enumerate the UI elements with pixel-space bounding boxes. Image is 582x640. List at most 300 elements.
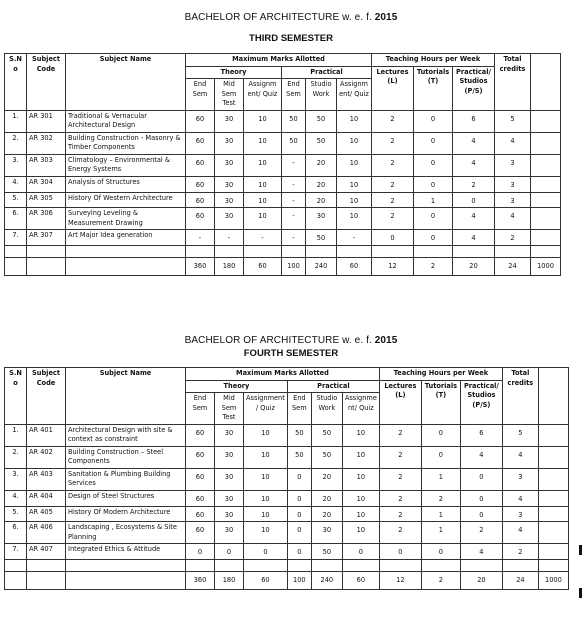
theory-mid-sem-cell: 30 (215, 154, 244, 176)
lectures-cell: 2 (379, 522, 421, 544)
theory-header: Theory (186, 380, 288, 393)
blank-cell (531, 208, 561, 230)
practical-studio-cell: 50 (311, 446, 342, 468)
theory-mid-sem-cell: 30 (215, 208, 244, 230)
subject-code-cell: AR 304 (27, 177, 66, 193)
practical-end-sem-cell: 0 (287, 506, 311, 522)
practical-studios-cell: 4 (453, 132, 495, 154)
theory-end-sem-header: End Sem (186, 393, 215, 425)
subject-code-cell: AR 401 (27, 424, 66, 446)
practical-assignment-cell: 10 (337, 154, 372, 176)
lectures-cell: 2 (379, 446, 421, 468)
theory-mid-sem-cell: 30 (215, 506, 244, 522)
spacer-cell (502, 559, 538, 572)
total-practical-studios-cell: 20 (460, 572, 502, 590)
practical-studios-cell: 2 (453, 177, 495, 193)
practical-end-sem-cell: 50 (282, 132, 306, 154)
sno-cell: 6. (5, 522, 27, 544)
spacer-cell (215, 245, 244, 258)
practical-end-sem-cell: 0 (287, 468, 311, 490)
subject-name-cell: Building Construction – Steel Components (66, 446, 186, 468)
credits-cell: 3 (495, 154, 531, 176)
practical-end-sem-cell: - (282, 230, 306, 246)
theory-assignment-cell: 10 (244, 110, 282, 132)
practical-studios-cell: 0 (453, 192, 495, 208)
spacer-cell (460, 559, 502, 572)
subject-name-cell: Climatology – Environmental & Energy Systems (66, 154, 186, 176)
theory-end-sem-cell: 60 (186, 177, 215, 193)
subject-name-cell: Traditional & Vernacular Architectural Design (66, 110, 186, 132)
subject-code-cell: AR 303 (27, 154, 66, 176)
total-credits-cell: 24 (495, 258, 531, 276)
spacer-cell (66, 559, 186, 572)
table-row (5, 544, 569, 560)
theory-mid-sem-cell: 30 (215, 468, 244, 490)
practical-end-sem-cell: 50 (287, 446, 311, 468)
practical-assignment-cell: 0 (342, 544, 379, 560)
credits-cell: 4 (495, 132, 531, 154)
subject-code-cell: AR 403 (27, 468, 66, 490)
theory-header: Theory (186, 66, 282, 79)
practical-studios-cell: 6 (460, 424, 502, 446)
practical-assignment-cell: 10 (337, 110, 372, 132)
sno-cell: 2. (5, 446, 27, 468)
sno-header: S.N o (5, 54, 27, 111)
table-row (5, 154, 561, 176)
lectures-cell: 2 (372, 177, 414, 193)
table-row (5, 192, 561, 208)
blank-cell (538, 468, 568, 490)
credits-cell: 4 (502, 522, 538, 544)
practical-end-sem-cell: - (282, 208, 306, 230)
table-row (5, 491, 569, 507)
tutorials-cell: 0 (421, 424, 460, 446)
subject-code-cell: AR 407 (27, 544, 66, 560)
lectures-header: Lectures (L) (379, 380, 421, 424)
lectures-cell: 0 (372, 230, 414, 246)
practical-studios-header: Practical/ Studios (P/S) (460, 380, 502, 424)
totals-blank-cell (66, 572, 186, 590)
total-practical-end-sem-cell: 100 (282, 258, 306, 276)
theory-end-sem-cell: 60 (186, 424, 215, 446)
sno-cell: 5. (5, 192, 27, 208)
subject-code-header: Subject Code (27, 368, 66, 425)
lectures-cell: 2 (379, 491, 421, 507)
spacer-cell (453, 245, 495, 258)
subject-code-header: Subject Code (27, 54, 66, 111)
theory-end-sem-cell: 60 (186, 491, 215, 507)
total-theory-assignment-cell: 60 (244, 572, 288, 590)
spacer-cell (282, 245, 306, 258)
theory-end-sem-cell: 60 (186, 132, 215, 154)
theory-mid-sem-cell: - (215, 230, 244, 246)
total-theory-mid-sem-cell: 180 (215, 258, 244, 276)
theory-assignment-cell: 10 (244, 522, 288, 544)
tutorials-cell: 1 (414, 192, 453, 208)
lectures-cell: 2 (372, 208, 414, 230)
total-theory-mid-sem-cell: 180 (215, 572, 244, 590)
practical-end-sem-cell: 50 (287, 424, 311, 446)
theory-assignment-header: Assignm ent/ Quiz (244, 79, 282, 111)
theory-assignment-cell: - (244, 230, 282, 246)
total-theory-end-sem-cell: 360 (186, 572, 215, 590)
credits-cell: 4 (502, 446, 538, 468)
practical-assignment-cell: 10 (342, 424, 379, 446)
table-row (5, 446, 569, 468)
program-year: 2015 (374, 335, 398, 346)
spacer-cell (27, 559, 66, 572)
spacer-cell (337, 245, 372, 258)
theory-mid-sem-cell: 30 (215, 446, 244, 468)
spacer-cell (311, 559, 342, 572)
practical-studio-cell: 30 (306, 208, 337, 230)
subject-name-cell: Architectural Design with site & context as constraint (66, 424, 186, 446)
theory-assignment-cell: 0 (244, 544, 288, 560)
subject-code-cell: AR 307 (27, 230, 66, 246)
blank-header (538, 368, 568, 425)
total-credits-header: Total credits (502, 368, 538, 425)
lectures-header: Lectures (L) (372, 66, 414, 110)
tutorials-cell: 0 (421, 544, 460, 560)
teaching-hours-header: Teaching Hours per Week (372, 54, 495, 67)
lectures-cell: 2 (372, 110, 414, 132)
blank-header (531, 54, 561, 111)
spacer-cell (244, 559, 288, 572)
practical-assignment-cell: 10 (342, 491, 379, 507)
credits-cell: 5 (502, 424, 538, 446)
credits-cell: 2 (495, 230, 531, 246)
credits-cell: 3 (502, 468, 538, 490)
practical-assignment-cell: 10 (337, 208, 372, 230)
spacer-cell (495, 245, 531, 258)
practical-studio-cell: 20 (306, 192, 337, 208)
sno-cell: 1. (5, 110, 27, 132)
spacer-cell (306, 245, 337, 258)
theory-end-sem-cell: - (186, 230, 215, 246)
practical-end-sem-cell: 0 (287, 544, 311, 560)
blank-cell (538, 522, 568, 544)
subject-code-cell: AR 302 (27, 132, 66, 154)
blank-cell (531, 110, 561, 132)
sno-cell: 5. (5, 506, 27, 522)
theory-assignment-cell: 10 (244, 154, 282, 176)
practical-studios-cell: 0 (460, 506, 502, 522)
total-practical-end-sem-cell: 100 (287, 572, 311, 590)
practical-assignment-cell: 10 (342, 506, 379, 522)
credits-cell: 3 (495, 177, 531, 193)
theory-mid-sem-cell: 30 (215, 491, 244, 507)
total-marks-cell: 1000 (538, 572, 568, 590)
theory-end-sem-cell: 60 (186, 154, 215, 176)
theory-mid-sem-cell: 30 (215, 522, 244, 544)
third-semester-title: THIRD SEMESTER (249, 33, 333, 44)
blank-cell (531, 132, 561, 154)
sno-cell: 7. (5, 544, 27, 560)
tutorials-cell: 1 (421, 522, 460, 544)
practical-assignment-header: Assignm ent/ Quiz (337, 79, 372, 111)
total-lectures-cell: 12 (379, 572, 421, 590)
blank-cell (538, 424, 568, 446)
total-practical-assignment-cell: 60 (337, 258, 372, 276)
subject-code-cell: AR 402 (27, 446, 66, 468)
subject-name-cell: History Of Western Architecture (66, 192, 186, 208)
total-practical-assignment-cell: 60 (342, 572, 379, 590)
spacer-cell (414, 245, 453, 258)
sno-cell: 6. (5, 208, 27, 230)
totals-blank-cell (27, 572, 66, 590)
tutorials-cell: 0 (414, 110, 453, 132)
practical-studios-cell: 0 (460, 491, 502, 507)
total-marks-cell: 1000 (531, 258, 561, 276)
practical-studio-cell: 20 (306, 177, 337, 193)
table-row (5, 522, 569, 544)
sno-header: S.N o (5, 368, 27, 425)
practical-assignment-header: Assignme nt/ Quiz (342, 393, 379, 425)
practical-studios-cell: 6 (453, 110, 495, 132)
subject-name-cell: Art Major Idea generation (66, 230, 186, 246)
credits-cell: 5 (495, 110, 531, 132)
totals-blank-cell (27, 258, 66, 276)
max-marks-header: Maximum Marks Allotted (186, 54, 372, 67)
table-row (5, 208, 561, 230)
fourth-semester-title: FOURTH SEMESTER (243, 348, 339, 359)
practical-studio-cell: 50 (306, 110, 337, 132)
lectures-cell: 0 (379, 544, 421, 560)
table-row (5, 177, 561, 193)
table-row (5, 468, 569, 490)
totals-blank-cell (66, 258, 186, 276)
totals-row (5, 572, 569, 590)
theory-mid-sem-header: Mid Sem Test (215, 79, 244, 111)
tutorials-cell: 1 (421, 506, 460, 522)
practical-studio-header: Studio Work (311, 393, 342, 425)
tutorials-header: Tutorials (T) (414, 66, 453, 110)
practical-header: Practical (282, 66, 372, 79)
practical-end-sem-header: End Sem (287, 393, 311, 425)
subject-code-cell: AR 405 (27, 506, 66, 522)
practical-assignment-cell: 10 (342, 446, 379, 468)
totals-blank-cell (5, 572, 27, 590)
teaching-hours-header: Teaching Hours per Week (379, 368, 502, 381)
program-name: BACHELOR OF ARCHITECTURE w. e. f. (184, 12, 372, 23)
practical-end-sem-cell: - (282, 192, 306, 208)
totals-row (5, 258, 561, 276)
theory-mid-sem-cell: 30 (215, 110, 244, 132)
practical-end-sem-cell: 0 (287, 522, 311, 544)
sno-cell: 3. (5, 468, 27, 490)
credits-cell: 4 (495, 208, 531, 230)
practical-end-sem-cell: 0 (287, 491, 311, 507)
subject-code-cell: AR 404 (27, 491, 66, 507)
practical-studio-cell: 50 (311, 424, 342, 446)
practical-studio-cell: 20 (311, 506, 342, 522)
spacer-cell (215, 559, 244, 572)
spacer-cell (244, 245, 282, 258)
blank-cell (531, 230, 561, 246)
theory-end-sem-cell: 60 (186, 110, 215, 132)
tutorials-cell: 0 (421, 446, 460, 468)
practical-header: Practical (287, 380, 379, 393)
spacer-row (5, 245, 561, 258)
subject-name-cell: Sanitation & Plumbing Building Services (66, 468, 186, 490)
practical-end-sem-header: End Sem (282, 79, 306, 111)
subject-name-cell: Building Construction - Masonry & Timber Components (66, 132, 186, 154)
practical-assignment-cell: 10 (337, 192, 372, 208)
total-practical-studio-cell: 240 (306, 258, 337, 276)
total-tutorials-cell: 2 (414, 258, 453, 276)
credits-cell: 3 (502, 506, 538, 522)
credits-cell: 3 (495, 192, 531, 208)
tutorials-header: Tutorials (T) (421, 380, 460, 424)
sno-cell: 4. (5, 177, 27, 193)
theory-assignment-cell: 10 (244, 208, 282, 230)
practical-studios-cell: 0 (460, 468, 502, 490)
theory-assignment-cell: 10 (244, 446, 288, 468)
spacer-cell (421, 559, 460, 572)
theory-assignment-cell: 10 (244, 177, 282, 193)
practical-end-sem-cell: 50 (282, 110, 306, 132)
blank-cell (531, 177, 561, 193)
subject-name-header: Subject Name (66, 54, 186, 111)
spacer-cell (66, 245, 186, 258)
spacer-cell (186, 245, 215, 258)
total-credits-cell: 24 (502, 572, 538, 590)
program-heading-third (0, 12, 582, 23)
practical-studio-cell: 20 (311, 468, 342, 490)
subject-code-cell: AR 305 (27, 192, 66, 208)
practical-studios-cell: 4 (460, 544, 502, 560)
theory-assignment-cell: 10 (244, 132, 282, 154)
theory-mid-sem-cell: 30 (215, 192, 244, 208)
lectures-cell: 2 (372, 154, 414, 176)
theory-assignment-cell: 10 (244, 424, 288, 446)
total-theory-assignment-cell: 60 (244, 258, 282, 276)
spacer-cell (5, 245, 27, 258)
lectures-cell: 2 (379, 424, 421, 446)
practical-studio-cell: 50 (311, 544, 342, 560)
tutorials-cell: 0 (414, 177, 453, 193)
subject-code-cell: AR 406 (27, 522, 66, 544)
subject-name-cell: Surveying Leveling & Measurement Drawing (66, 208, 186, 230)
theory-assignment-cell: 10 (244, 192, 282, 208)
sno-cell: 1. (5, 424, 27, 446)
spacer-cell (342, 559, 379, 572)
practical-studio-cell: 50 (306, 132, 337, 154)
third-semester-table (4, 53, 561, 276)
theory-mid-sem-cell: 30 (215, 424, 244, 446)
practical-assignment-cell: 10 (342, 522, 379, 544)
fourth-semester-table (4, 367, 569, 590)
practical-studios-cell: 4 (460, 446, 502, 468)
lectures-cell: 2 (372, 132, 414, 154)
table-row (5, 132, 561, 154)
theory-end-sem-cell: 60 (186, 446, 215, 468)
tutorials-cell: 2 (421, 491, 460, 507)
subject-name-cell: History Of Modern Architecture (66, 506, 186, 522)
tutorials-cell: 0 (414, 132, 453, 154)
spacer-cell (287, 559, 311, 572)
subject-code-cell: AR 301 (27, 110, 66, 132)
spacer-cell (538, 559, 568, 572)
practical-studio-cell: 20 (306, 154, 337, 176)
practical-studios-cell: 2 (460, 522, 502, 544)
subject-name-cell: Integrated Ethics & Attitude (66, 544, 186, 560)
max-marks-header: Maximum Marks Allotted (186, 368, 380, 381)
tutorials-cell: 0 (414, 208, 453, 230)
spacer-cell (379, 559, 421, 572)
total-lectures-cell: 12 (372, 258, 414, 276)
blank-cell (538, 491, 568, 507)
table-row (5, 230, 561, 246)
total-credits-header: Total credits (495, 54, 531, 111)
subject-name-cell: Landscaping , Ecosystems & Site Planning (66, 522, 186, 544)
theory-mid-sem-cell: 30 (215, 177, 244, 193)
table-row (5, 110, 561, 132)
program-heading-fourth (0, 335, 582, 346)
theory-mid-sem-cell: 30 (215, 132, 244, 154)
theory-end-sem-cell: 0 (186, 544, 215, 560)
practical-assignment-cell: 10 (337, 132, 372, 154)
spacer-cell (5, 559, 27, 572)
blank-cell (538, 506, 568, 522)
practical-studio-header: Studio Work (306, 79, 337, 111)
subject-name-cell: Design of Steel Structures (66, 491, 186, 507)
practical-studios-cell: 4 (453, 208, 495, 230)
total-tutorials-cell: 2 (421, 572, 460, 590)
subject-name-cell: Analysis of Structures (66, 177, 186, 193)
total-theory-end-sem-cell: 360 (186, 258, 215, 276)
theory-end-sem-cell: 60 (186, 506, 215, 522)
lectures-cell: 2 (372, 192, 414, 208)
lectures-cell: 2 (379, 468, 421, 490)
practical-studio-cell: 50 (306, 230, 337, 246)
totals-blank-cell (5, 258, 27, 276)
theory-assignment-cell: 10 (244, 491, 288, 507)
tutorials-cell: 1 (421, 468, 460, 490)
practical-assignment-cell: 10 (337, 177, 372, 193)
blank-cell (538, 446, 568, 468)
program-year: 2015 (374, 12, 398, 23)
theory-end-sem-header: End Sem (186, 79, 215, 111)
practical-studio-cell: 20 (311, 491, 342, 507)
subject-name-header: Subject Name (66, 368, 186, 425)
program-name: BACHELOR OF ARCHITECTURE w. e. f. (184, 335, 372, 346)
theory-end-sem-cell: 60 (186, 208, 215, 230)
lectures-cell: 2 (379, 506, 421, 522)
total-practical-studios-cell: 20 (453, 258, 495, 276)
total-practical-studio-cell: 240 (311, 572, 342, 590)
table-row (5, 506, 569, 522)
blank-cell (538, 544, 568, 560)
theory-mid-sem-header: Mid Sem Test (215, 393, 244, 425)
tutorials-cell: 0 (414, 230, 453, 246)
practical-studios-header: Practical/ Studios (P/S) (453, 66, 495, 110)
theory-mid-sem-cell: 0 (215, 544, 244, 560)
sno-cell: 4. (5, 491, 27, 507)
practical-assignment-cell: 10 (342, 468, 379, 490)
theory-assignment-cell: 10 (244, 468, 288, 490)
sno-cell: 7. (5, 230, 27, 246)
practical-studios-cell: 4 (453, 154, 495, 176)
table-row (5, 424, 569, 446)
spacer-cell (186, 559, 215, 572)
sno-cell: 2. (5, 132, 27, 154)
blank-cell (531, 154, 561, 176)
credits-cell: 4 (502, 491, 538, 507)
spacer-cell (27, 245, 66, 258)
spacer-cell (372, 245, 414, 258)
subject-code-cell: AR 306 (27, 208, 66, 230)
